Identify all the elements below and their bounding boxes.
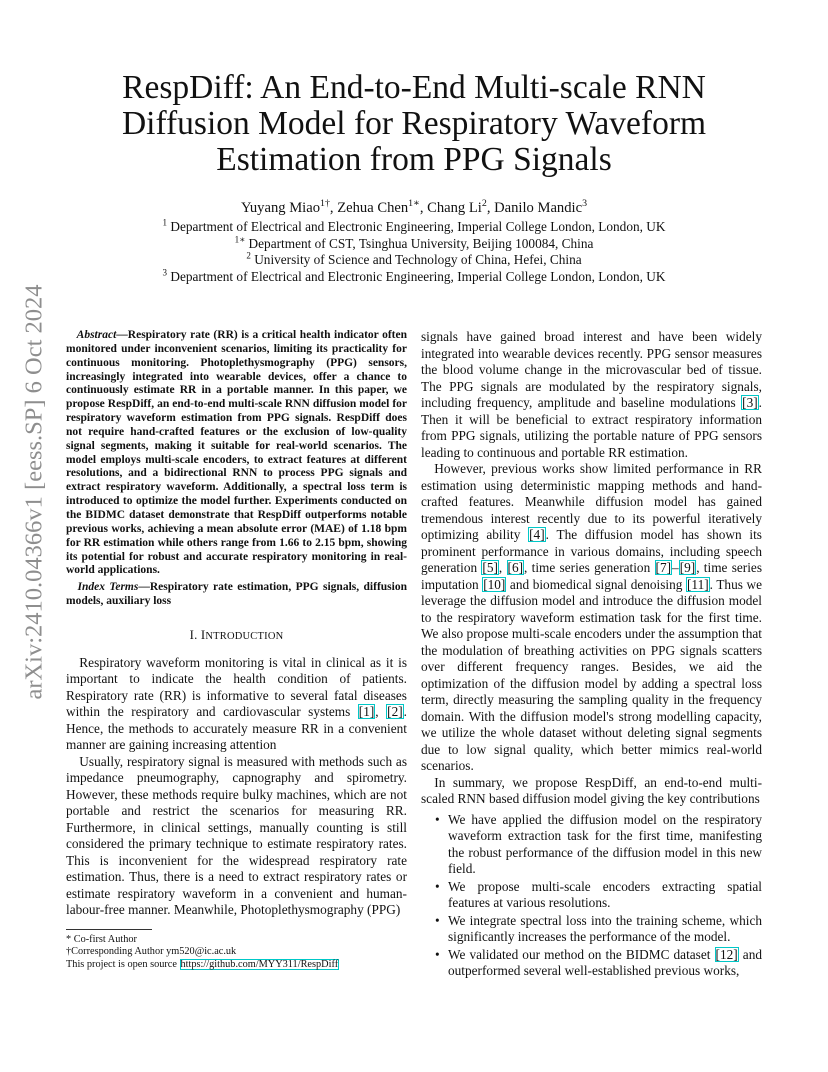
footnote-divider xyxy=(66,929,152,930)
index-terms-text: —Respiratory rate estimation, PPG signals, diffusion models, auxiliary loss xyxy=(66,581,407,608)
intro-paragraph xyxy=(66,655,407,754)
footnotes xyxy=(66,934,407,971)
section-number: I. xyxy=(189,627,198,642)
paragraph-text: , xyxy=(375,704,387,720)
intro-paragraph: In summary, we propose RespDiff, an end-to-end multi-scaled RNN based diffusion model giving the key contributions xyxy=(421,774,762,806)
list-item-text: We validated our method on the BIDMC dataset xyxy=(448,946,715,962)
citation-link[interactable]: [3] xyxy=(742,395,758,410)
paragraph-text: Respiratory waveform monitoring is vital in clinical as it is important to indicate the health condition of patients. Respiratory rate (RR) is informative to several fatal diseases within the respiratory and cardiovascular systems xyxy=(66,654,407,720)
paragraph-text: , xyxy=(498,560,507,575)
repository-link[interactable]: https://github.com/MYY311/RespDiff xyxy=(180,958,339,970)
left-column xyxy=(66,329,407,919)
citation-link[interactable]: [12] xyxy=(715,946,738,962)
affiliation-mark: 2 xyxy=(246,250,251,261)
affiliation-text: University of Science and Technology of China, Hefei, China xyxy=(254,252,582,267)
author-mark: 1† xyxy=(320,198,330,210)
list-item-text: and outperformed several well-established previous works, xyxy=(448,946,762,978)
affiliation xyxy=(90,219,738,235)
citation-link[interactable]: [7] xyxy=(655,560,672,575)
list-item xyxy=(421,947,762,980)
footnote-cofirst: * Co-first Author xyxy=(66,934,137,945)
footnote-source xyxy=(66,959,407,971)
author-mark: 1∗ xyxy=(408,198,420,210)
contribution-list xyxy=(421,812,762,980)
bullet-icon: • xyxy=(435,912,440,928)
footnote-corresponding: †Corresponding Author ym520@ic.ac.uk xyxy=(66,946,237,958)
paragraph-text: . Thus we leverage the diffusion model and introduce the diffusion model to the respiratory waveform estimation task for the first time. We also propose multi-scale encoders under the assumption that the modulation of breathing activities on PPG signals scatters over different frequency ranges. Besides, we aid the optimization of the diffusion model by adding a spectral loss term, directly measuring the sampling quality in the frequency domain. With the diffusion model's strong modelling capacity, we utilize the whole dataset without deleting signal segments due to low signal quality, which better mimics real-world scenarios. xyxy=(421,576,762,773)
author-mark: 3 xyxy=(582,198,588,210)
author-name: Zehua Chen xyxy=(337,200,409,216)
paragraph-text: – xyxy=(672,560,679,575)
bullet-icon: • xyxy=(435,811,440,827)
bullet-icon: • xyxy=(435,878,440,894)
citation-link[interactable]: [5] xyxy=(482,560,498,575)
citation-link[interactable]: [4] xyxy=(529,527,545,542)
citation-link[interactable]: [9] xyxy=(679,560,696,575)
list-item-text: We have applied the diffusion model on the respiratory waveform extraction task for the first time, manifesting the robust performance of the diffusion model in this new field. xyxy=(448,811,762,876)
intro-paragraph xyxy=(421,461,762,775)
paragraph-text: . Then it will be beneficial to extract respiratory information from PPG signals, utilizing the portable nature of PPG sensors leading to continuous and portable RR estimation. xyxy=(421,395,762,460)
citation-link[interactable]: [6] xyxy=(507,560,524,575)
intro-paragraph: Usually, respiratory signal is measured with methods such as impedance pneumography, capnography and spirometry. However, these methods require bulky machines, which are not portable and restrict the scenarios for measuring RR. Furthermore, in clinical settings, manually counting is still considered the primary technique to estimate respiratory rates. This is inconvenient for the widespread respiratory rate estimation. Thus, there is a need to extract respiratory rates or estimate respiratory waveform in a convenient and human-labour-free manner. Meanwhile, Photoplethysmography (PPG) xyxy=(66,753,407,918)
list-item xyxy=(421,913,762,946)
list-item xyxy=(421,812,762,878)
list-item-text: We propose multi-scale encoders extracting spatial features at various resolutions. xyxy=(448,878,762,910)
paragraph-text: . The diffusion model has shown its prominent performance in various domains, including speech generation xyxy=(421,527,762,575)
affiliation-text: Department of CST, Tsinghua University, Beijing 100084, China xyxy=(248,236,594,251)
paragraph-text: , time series imputation xyxy=(421,560,762,592)
paragraph-text: , time series generation xyxy=(524,560,655,575)
index-terms-label: Index Terms xyxy=(77,581,139,594)
citation-link[interactable]: [10] xyxy=(483,576,506,592)
author-list: Yuyang Miao$^{1\dagger}$, Zehua Chen$^{1∗}$, Chang Li$^2$, Danilo Mandic$^3$ xyxy=(240,198,588,216)
author-name: Chang Li xyxy=(427,200,482,216)
affiliation-text: Department of Electrical and Electronic Engineering, Imperial College London, London, UK xyxy=(170,219,666,234)
citation-link[interactable]: [1] xyxy=(358,704,375,720)
paragraph-text: However, previous works show limited performance in RR estimation using deterministic mapping methods and hand-crafted features. Meanwhile diffusion model has gained tremendous interest recently due to its powerful iteratively optimizing ability xyxy=(421,461,762,542)
list-item-text: We integrate spectral loss into the training scheme, which significantly increases the performance of the model. xyxy=(448,912,762,944)
right-column xyxy=(421,329,762,981)
affiliation-text: Department of Electrical and Electronic Engineering, Imperial College London, London, UK xyxy=(170,269,666,284)
affiliation xyxy=(90,236,738,252)
index-terms xyxy=(66,581,407,609)
affiliation xyxy=(90,252,738,268)
author-name: Yuyang Miao xyxy=(240,200,321,216)
abstract-label: Abstract xyxy=(76,329,117,341)
paragraph-text: signals have gained broad interest and have been widely integrated into wearable devices recently. PPG sensor measures the blood volume change in the microvascular bed of tissue. The PPG signals are modulated by the respiratory signals, including frequency, amplitude and baseline modulations xyxy=(421,329,762,410)
paper-title: RespDiff: An End-to-End Multi-scale RNN Diffusion Model for Respiratory Waveform Estimation from PPG Signals xyxy=(121,69,707,178)
author-mark: 2 xyxy=(481,198,487,210)
section-title-initial: I xyxy=(200,627,206,642)
intro-paragraph xyxy=(421,329,762,461)
author-name: Danilo Mandic xyxy=(494,200,583,216)
affiliation-mark: 3 xyxy=(162,267,168,278)
paragraph-text: . Hence, the methods to accurately measure RR in a convenient manner are gaining increasing attention xyxy=(66,704,407,753)
arxiv-stamp: arXiv:2410.04366v1 [eess.SP] 6 Oct 2024 xyxy=(21,284,49,700)
citation-link[interactable]: [11] xyxy=(686,576,709,592)
abstract-text: —Respiratory rate (RR) is a critical health indicator often monitored under inconvenient scenarios, limiting its practicality for continuous monitoring. Photoplethysmography (PPG) sensors, increasingly integrated into wearable devices, offer a chance to continuously estimate RR in a portable manner. In this paper, we propose RespDiff, an end-to-end multi-scale RNN diffusion model for respiratory waveform estimation from PPG signals. RespDiff does not require hand-crafted features or the exclusion of low-quality signal segments, making it suitable for real-world scenarios. The model employs multi-scale encoders, to extract features at different resolutions, and a bidirectional RNN to process PPG signals and extract respiratory waveform. Additionally, a spectral loss term is introduced to optimize the model further. Experiments conducted on the BIDMC dataset demonstrate that RespDiff outperforms notable previous works, achieving a mean absolute error (MAE) of 1.18 bpm for RR estimation while others range from 1.66 to 2.15 bpm, showing its potential for robust and accurate respiratory monitoring in real-world applications. xyxy=(66,329,408,577)
section-title-rest: NTRODUCTION xyxy=(205,630,284,642)
affiliation-mark: 1 xyxy=(162,217,168,228)
footnote-source-text: This project is open source xyxy=(66,958,180,970)
section-heading xyxy=(66,628,407,643)
list-item xyxy=(421,879,762,912)
paragraph-text: and biomedical signal denoising xyxy=(506,576,686,592)
citation-link[interactable]: [2] xyxy=(387,704,403,720)
affiliation-mark: 1∗ xyxy=(234,234,246,245)
affiliation xyxy=(90,269,738,285)
bullet-icon: • xyxy=(435,946,440,962)
abstract xyxy=(66,329,407,578)
